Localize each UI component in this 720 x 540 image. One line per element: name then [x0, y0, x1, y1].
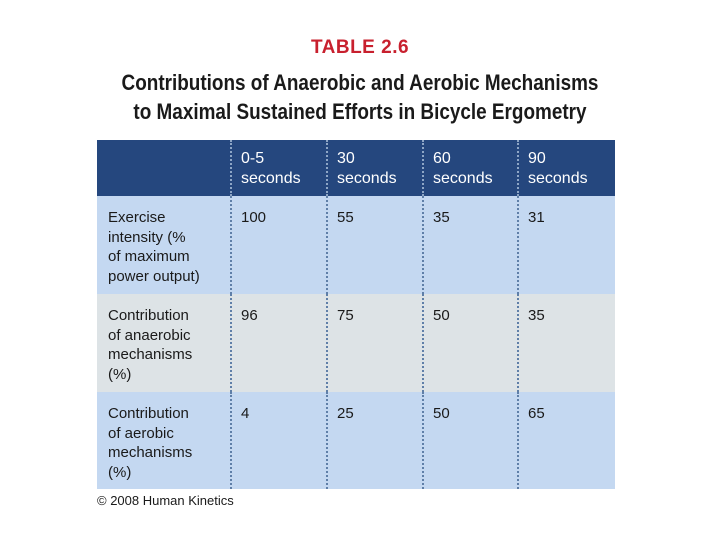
table-row-anaerobic-contribution [97, 294, 615, 392]
table-title [50, 68, 669, 126]
column-header-30-seconds: 30 seconds [327, 140, 423, 196]
row-label-exercise-intensity: Exercise intensity (% of maximum power output) [97, 196, 231, 294]
cell-value: 55 [327, 196, 423, 294]
cell-value: 65 [518, 392, 615, 489]
row-label-anaerobic-contribution: Contribution of anaerobic mechanisms (%) [97, 294, 231, 392]
copyright-notice: © 2008 Human Kinetics [97, 493, 234, 508]
table-number: TABLE 2.6 [310, 37, 410, 58]
title-line-2: to Maximal Sustained Efforts in Bicycle Ergometry [133, 99, 587, 124]
header-row [97, 140, 615, 196]
cell-value: 35 [423, 196, 518, 294]
cell-value: 25 [327, 392, 423, 489]
cell-value: 31 [518, 196, 615, 294]
cell-value: 4 [231, 392, 327, 489]
data-table [97, 140, 615, 489]
cell-value: 35 [518, 294, 615, 392]
table-row-aerobic-contribution [97, 392, 615, 489]
cell-value: 100 [231, 196, 327, 294]
header-corner-cell [97, 140, 231, 196]
title-line-1: Contributions of Anaerobic and Aerobic Mechanisms [121, 70, 599, 95]
column-header-60-seconds: 60 seconds [423, 140, 518, 196]
cell-value: 50 [423, 294, 518, 392]
column-header-0-5-seconds: 0-5 seconds [231, 140, 327, 196]
cell-value: 96 [231, 294, 327, 392]
table-row-exercise-intensity [97, 196, 615, 294]
row-label-aerobic-contribution: Contribution of aerobic mechanisms (%) [97, 392, 231, 489]
cell-value: 75 [327, 294, 423, 392]
cell-value: 50 [423, 392, 518, 489]
column-header-90-seconds: 90 seconds [518, 140, 615, 196]
